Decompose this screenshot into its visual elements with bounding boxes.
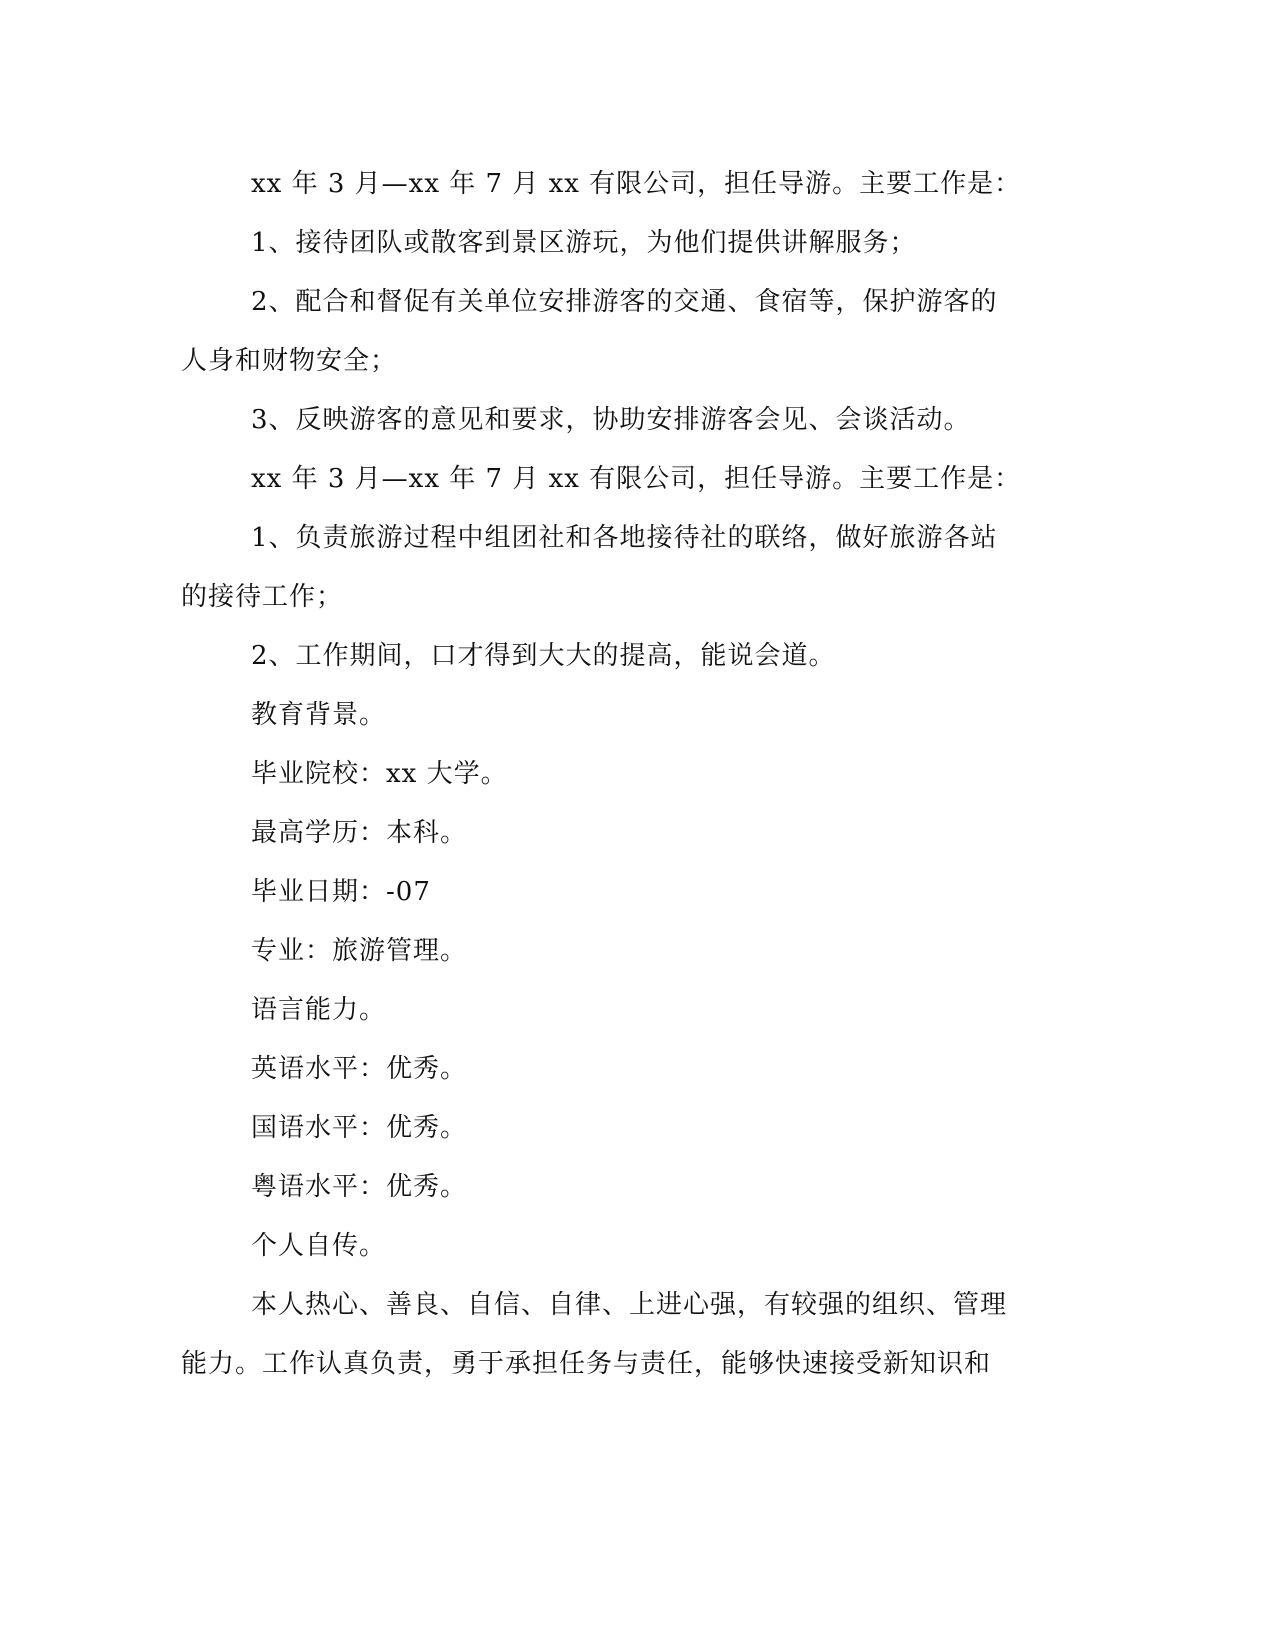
autobiography-continuation: 能力。工作认真负责，勇于承担任务与责任，能够快速接受新知识和: [181, 1349, 992, 1379]
section-heading-autobiography: 个人自传。: [251, 1231, 387, 1261]
language-english: 英语水平：优秀。: [251, 1054, 468, 1084]
duty-item-line: 1、负责旅游过程中组团社和各地接待社的联络，做好旅游各站: [251, 523, 998, 553]
work-experience-line: xx 年 3 月—xx 年 7 月 xx 有限公司，担任导游。主要工作是：: [251, 169, 1022, 199]
duty-item-line: 3、反映游客的意见和要求，协助安排游客会见、会谈活动。: [251, 405, 971, 435]
education-school: 毕业院校：xx 大学。: [251, 759, 508, 789]
duty-item-line: 2、工作期间，口才得到大大的提高，能说会道。: [251, 641, 836, 671]
language-mandarin: 国语水平：优秀。: [251, 1113, 468, 1143]
section-heading-language: 语言能力。: [251, 995, 387, 1025]
education-major: 专业：旅游管理。: [251, 936, 468, 966]
duty-item-line: 1、接待团队或散客到景区游玩，为他们提供讲解服务；: [251, 228, 917, 258]
education-degree: 最高学历：本科。: [251, 818, 468, 848]
section-heading-education: 教育背景。: [251, 700, 387, 730]
work-experience-line: xx 年 3 月—xx 年 7 月 xx 有限公司，担任导游。主要工作是：: [251, 464, 1022, 494]
language-cantonese: 粤语水平：优秀。: [251, 1172, 468, 1202]
duty-item-line: 2、配合和督促有关单位安排游客的交通、食宿等，保护游客的: [251, 287, 998, 317]
document-body: [181, 155, 1061, 1394]
autobiography-line: 本人热心、善良、自信、自律、上进心强，有较强的组织、管理: [251, 1290, 1008, 1320]
duty-item-continuation: 的接待工作；: [181, 582, 344, 612]
duty-item-continuation: 人身和财物安全；: [181, 346, 398, 376]
education-graduation-date: 毕业日期：-07: [251, 877, 431, 907]
